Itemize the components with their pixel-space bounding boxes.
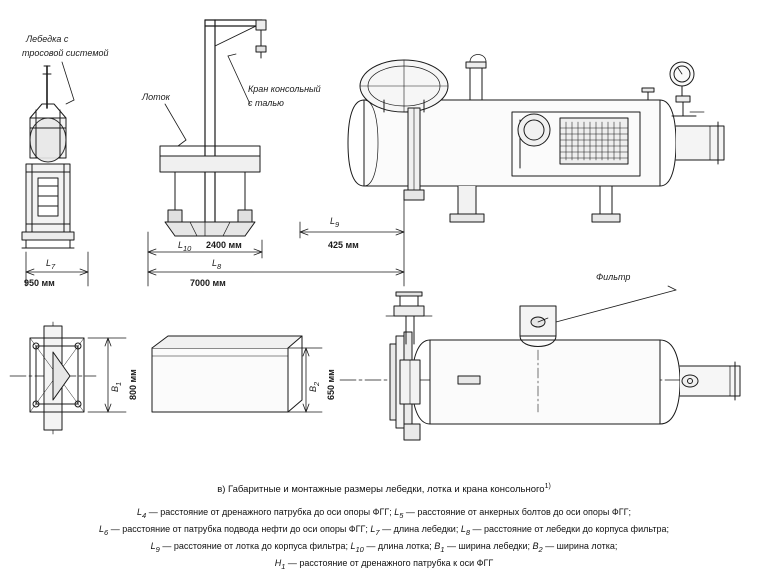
- dimension-L7: $L_7$: [46, 258, 56, 271]
- winch-drawing: [22, 62, 74, 248]
- dimension-B1-value: 800 мм: [128, 369, 138, 400]
- legend-line-3: $L_9$ — расстояние от лотка до корпуса фильтра; $L_{10}$ — длина лотка; $B_1$ — ширина лебедки; $B_2$ — ширина лотка;: [150, 541, 618, 554]
- dimension-L10-value: 2400 мм: [206, 240, 242, 250]
- filter-vessel-top-view: [348, 55, 724, 223]
- crane-and-tray-drawing: [160, 20, 266, 236]
- dimension-B1: $B_1$: [110, 381, 123, 392]
- legend-line-4: $H_1$ — расстояние от дренажного патрубка к оси ФГГ: [274, 558, 494, 571]
- callout-filter: Фильтр: [596, 272, 631, 282]
- dimension-L10: $L_{10}$: [178, 240, 192, 253]
- tray-side-view: [152, 336, 322, 412]
- dimension-B2-value: 650 мм: [326, 369, 336, 400]
- dimension-L9: $L_9$: [330, 216, 340, 229]
- callout-winch-line1: Лебедка с: [26, 34, 69, 44]
- filter-vessel-side-view: [340, 286, 740, 440]
- legend-line-1: $L_4$ — расстояние от дренажного патрубка до оси опоры ФГГ; $L_5$ — расстояние от анкерных болтов до оси опоры ФГГ;: [137, 507, 631, 520]
- figure-caption: в) Габаритные и монтажные размеры лебедки, лотка и крана консольного$^{1)}$: [217, 483, 551, 496]
- callout-tray: Лоток: [142, 92, 170, 102]
- dimension-L8-value: 7000 мм: [190, 278, 226, 288]
- dimension-L7-value: 950 мм: [24, 278, 55, 288]
- winch-end-view: [10, 322, 126, 434]
- callout-crane-line2: с талью: [248, 98, 284, 108]
- dimension-L8: $L_8$: [212, 258, 222, 271]
- dimension-L9-value: 425 мм: [328, 240, 359, 250]
- callout-winch-line2: тросовой системой: [22, 48, 109, 58]
- legend-line-2: $L_6$ — расстояние от патрубка подвода нефти до оси опоры ФГГ; $L_7$ — длина лебедки; $L_8$ — расстояние от лебедки до корпуса фильтра;: [99, 524, 669, 537]
- dimension-B2: $B_2$: [308, 381, 321, 392]
- callout-crane-line1: Кран консольный: [248, 84, 321, 94]
